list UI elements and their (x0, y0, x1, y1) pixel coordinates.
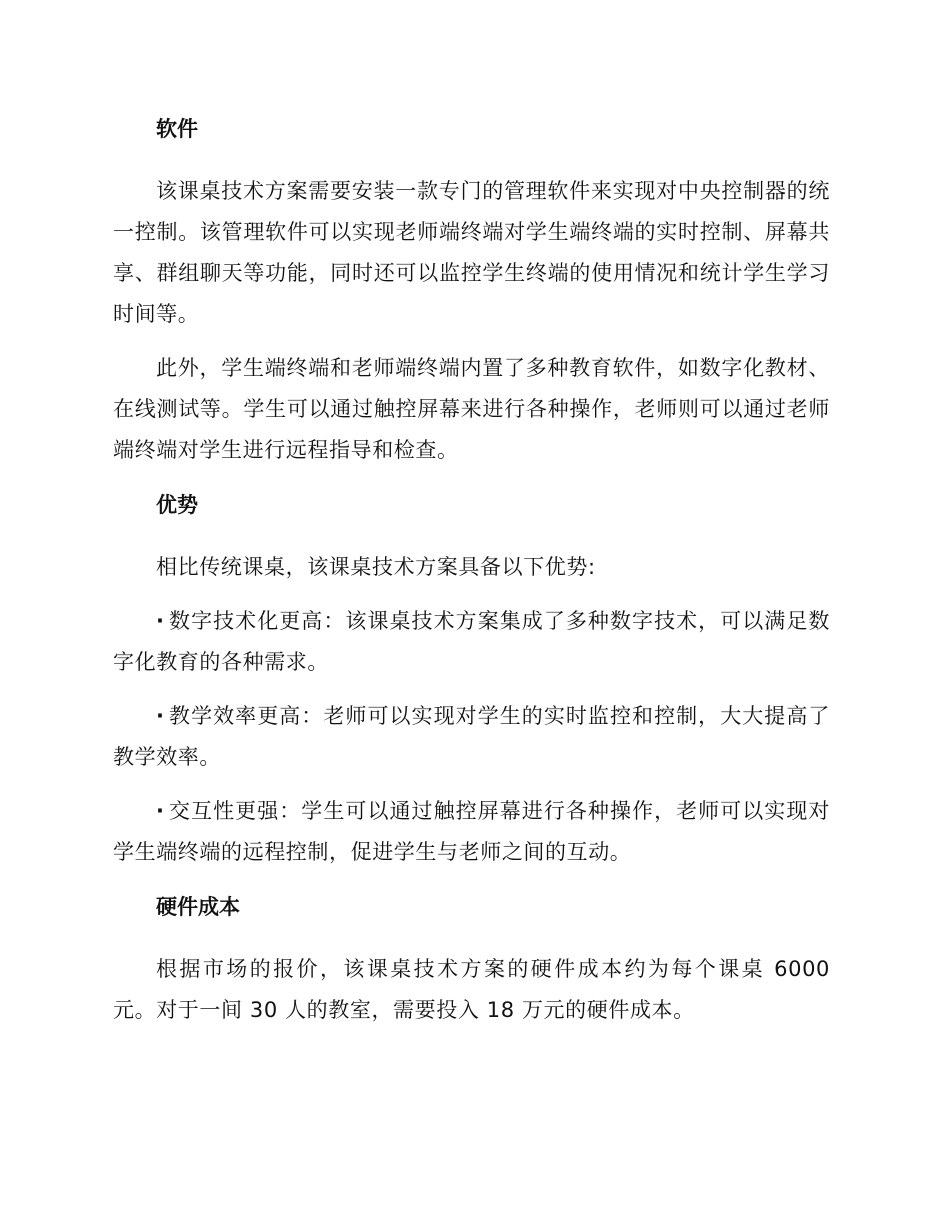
bullet-dot: · (156, 799, 165, 823)
bullet-text: 教学效率更高：老师可以实现对学生的实时监控和控制，大大提高了教学效率。 (113, 704, 830, 769)
section-heading: 硬件成本 (156, 895, 240, 919)
paragraph: 相比传统课桌，该课桌技术方案具备以下优势: (156, 555, 596, 579)
bullet-item (113, 601, 830, 683)
bullet-text: 数字技术化更高：该课桌技术方案集成了多种数字技术，可以满足数字化教育的各种需求。 (113, 609, 830, 674)
paragraph: 此外，学生端终端和老师端终端内置了多种教育软件，如数字化教材、在线测试等。学生可以通过触控屏幕来进行各种操作，老师则可以通过老师端终端对学生进行远程指导和检查。 (113, 356, 830, 462)
paragraph: 该课桌技术方案需要安装一款专门的管理软件来实现对中央控制器的统一控制。该管理软件可以实现老师端终端对学生端终端的实时控制、屏幕共享、群组聊天等功能，同时还可以监控学生终端的使用情况和统计学生学习时间等。 (113, 179, 830, 326)
section-software (113, 108, 830, 471)
section-heading: 软件 (156, 117, 198, 141)
section-hardware-cost (113, 886, 830, 1031)
bullet-item (113, 791, 830, 873)
bullet-item (113, 696, 830, 778)
paragraph: 根据市场的报价，该课桌技术方案的硬件成本约为每个课桌 6000 元。对于一间 30 人的教室，需要投入 18 万元的硬件成本。 (113, 957, 830, 1022)
bullet-dot: · (156, 609, 165, 633)
section-advantages (113, 484, 830, 873)
bullet-text: 交互性更强：学生可以通过触控屏幕进行各种操作，老师可以实现对学生端终端的远程控制，促进学生与老师之间的互动。 (113, 799, 830, 864)
section-heading: 优势 (156, 493, 198, 517)
bullet-dot: · (156, 704, 165, 728)
